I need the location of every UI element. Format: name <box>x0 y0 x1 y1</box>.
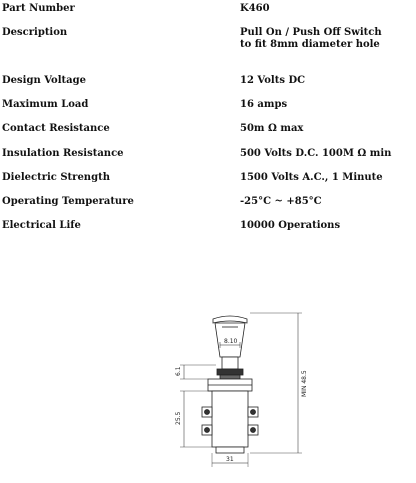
dim-knob-label: 8.10 <box>224 338 238 345</box>
dim-width-label: 31 <box>226 456 234 463</box>
spec-label: Electrical Life <box>2 220 81 231</box>
spec-value: 50m Ω max <box>240 123 304 134</box>
spec-value: 500 Volts D.C. 100M Ω min <box>240 148 392 159</box>
knob-cap <box>213 316 247 323</box>
spec-value: 10000 Operations <box>240 220 341 231</box>
spec-label: Insulation Resistance <box>2 148 124 159</box>
spec-label: Design Voltage <box>2 75 86 86</box>
spec-label: Maximum Load <box>2 99 89 110</box>
spec-value: K460 <box>240 3 270 14</box>
switch-drawing-svg <box>150 297 320 480</box>
dim-lower-label: 25.5 <box>175 411 182 425</box>
spec-value: -25°C ~ +85°C <box>240 196 322 207</box>
spec-label: Operating Temperature <box>2 196 134 207</box>
dim-height-label: MIN 48.5 <box>301 370 308 397</box>
bushing <box>217 369 243 375</box>
dim-upper-label: 6.1 <box>175 366 182 376</box>
spec-label: Dielectric Strength <box>2 172 110 183</box>
spec-label: Description <box>2 27 68 38</box>
spec-value-line2: to fit 8mm diameter hole <box>240 39 380 50</box>
shaft <box>222 357 238 369</box>
spec-value: 12 Volts DC <box>240 75 306 86</box>
spec-value: 1500 Volts A.C., 1 Minute <box>240 172 383 183</box>
spec-value: Pull On / Push Off Switch <box>240 27 382 38</box>
housing-main <box>212 391 248 447</box>
spec-label: Contact Resistance <box>2 123 110 134</box>
spec-label: Part Number <box>2 3 75 14</box>
switch-technical-drawing <box>150 297 320 480</box>
spec-value: 16 amps <box>240 99 288 110</box>
